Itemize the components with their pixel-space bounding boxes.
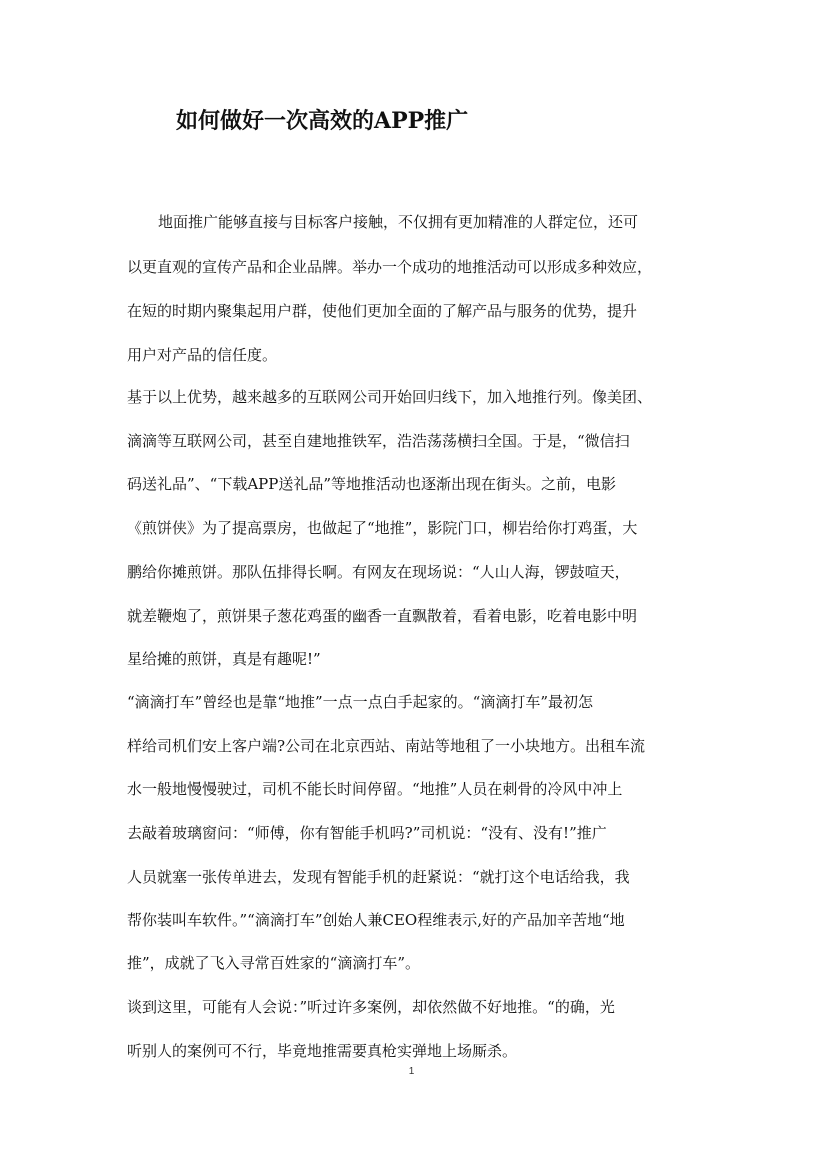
paragraph-line: 鹏给你摊煎饼。那队伍排得长啊。有网友在现场说：“人山人海，锣鼓喧天，: [127, 563, 630, 581]
paragraph-line: 码送礼品”、“下载APP送礼品”等地推活动也逐渐出现在街头。之前，电影: [127, 475, 617, 493]
paragraph-line: 人员就塞一张传单进去，发现有智能手机的赶紧说：“就打这个电话给我，我: [127, 868, 630, 886]
page-number: 1: [408, 1066, 415, 1077]
paragraph-line: 听别人的案例可不行，毕竟地推需要真枪实弹地上场厮杀。: [127, 1042, 518, 1060]
paragraph-line: 地面推广能够直接与目标客户接触，不仅拥有更加精准的人群定位，还可: [158, 213, 639, 231]
paragraph-line: 去敲着玻璃窗问：“师傅，你有智能手机吗?”司机说：“没有、没有!”推广: [127, 824, 607, 842]
paragraph-line: 在短的时期内聚集起用户群，使他们更加全面的了解产品与服务的优势，提升: [127, 302, 638, 320]
paragraph-line: 用户对产品的信任度。: [127, 346, 278, 364]
paragraph-line: 水一般地慢慢驶过，司机不能长时间停留。“地推”人员在刺骨的冷风中冲上: [127, 780, 623, 798]
paragraph-line: 基于以上优势，越来越多的互联网公司开始回归线下，加入地推行列。像美团、: [127, 388, 653, 406]
paragraph-line: 帮你装叫车软件。”“滴滴打车”创始人兼CEO程维表示,好的产品加辛苦地“地: [127, 911, 625, 929]
paragraph-line: 以更直观的宣传产品和企业品牌。举办一个成功的地推活动可以形成多种效应，: [127, 258, 653, 276]
paragraph-line: 谈到这里，可能有人会说：”听过许多案例，却依然做不好地推。“的确，光: [127, 998, 615, 1016]
paragraph-line: 星给摊的煎饼，真是有趣呢!”: [127, 650, 321, 668]
paragraph-line: 滴滴等互联网公司，甚至自建地推铁军，浩浩荡荡横扫全国。于是，“微信扫: [127, 432, 630, 450]
paragraph-line: 推”，成就了飞入寻常百姓家的“滴滴打车”。: [127, 954, 421, 972]
paragraph-line: 《煎饼侠》为了提高票房，也做起了“地推”，影院门口，柳岩给你打鸡蛋，大: [127, 519, 638, 537]
paragraph-line: 就差鞭炮了，煎饼果子葱花鸡蛋的幽香一直飘散着，看着电影，吃着电影中明: [127, 607, 638, 625]
paragraph-line: “滴滴打车”曾经也是靠“地推”一点一点白手起家的。“滴滴打车”最初怎: [127, 693, 594, 711]
paragraph-line: 样给司机们安上客户端?公司在北京西站、南站等地租了一小块地方。出租车流: [127, 737, 646, 755]
document-title: 如何做好一次高效的APP推广: [176, 108, 469, 134]
